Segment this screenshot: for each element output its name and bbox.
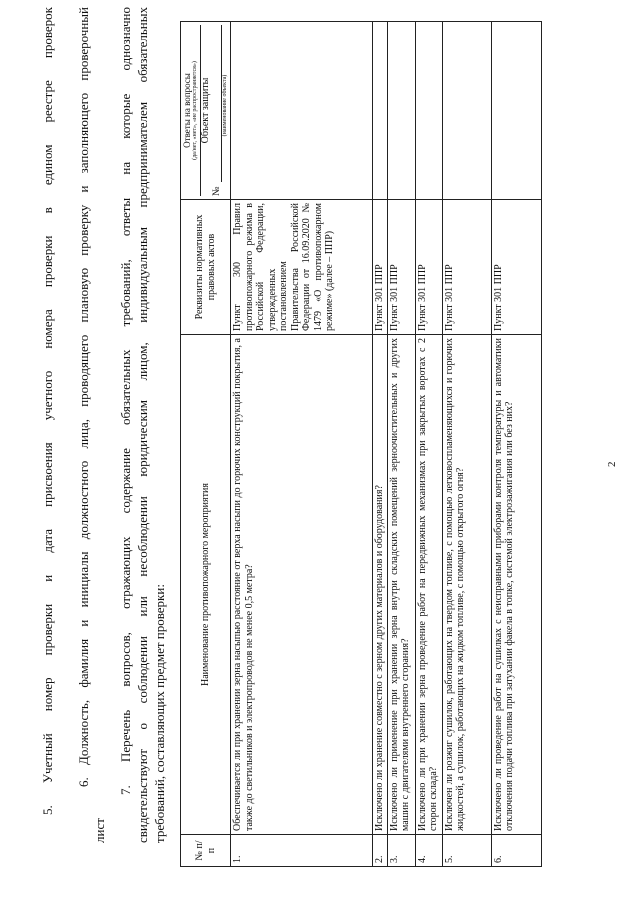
row-reference: Пункт 301 ППР bbox=[387, 200, 415, 335]
row-question: Исключено ли хранение совместно с зерном других материалов и оборудования? bbox=[373, 335, 388, 835]
table-row bbox=[387, 22, 415, 867]
row-num: 4. bbox=[415, 835, 442, 867]
section-5-text: 5. Учетный номер проверки и дата присвоения учетного номера проверки в едином реестре проверок bbox=[40, 7, 55, 815]
row-answer-cell[interactable] bbox=[387, 22, 415, 200]
table-row bbox=[231, 22, 373, 867]
header-question: Наименование противопожарного мероприятия bbox=[181, 335, 231, 835]
row-question: Обеспечивается ли при хранении зерна насыпью расстояние от верха насыпи до горючих конструкций покрытия, а также до светильников и электропроводов не менее 0,5 метра? bbox=[231, 335, 373, 835]
section-7-text-cont: свидетельствуют о соблюдении или несоблюдении юридическим лицом, индивидуальным предпринимателем обязательных bbox=[135, 7, 150, 843]
row-num: 2. bbox=[373, 835, 388, 867]
table-row bbox=[415, 22, 442, 867]
table-row bbox=[491, 22, 541, 867]
row-num: 3. bbox=[387, 835, 415, 867]
table-header-row bbox=[181, 22, 231, 867]
row-num: 1. bbox=[231, 835, 373, 867]
table-row bbox=[442, 22, 491, 867]
checklist-table bbox=[180, 21, 542, 867]
row-answer-cell[interactable] bbox=[491, 22, 541, 200]
header-object: Объект защиты bbox=[200, 25, 211, 196]
header-object-number bbox=[211, 25, 222, 196]
section-7-text-end: требований, составляющих предмет проверки: bbox=[152, 584, 167, 843]
row-reference: Пункт 301 ППР bbox=[373, 200, 388, 335]
row-num: 5. bbox=[442, 835, 491, 867]
header-object-name: (наименование объекта) bbox=[222, 74, 228, 137]
header-answers-hint: (да/нет, «нет», «не распространяется») bbox=[192, 61, 198, 160]
page-number: 2 bbox=[606, 461, 618, 467]
header-answers-title: Ответы на вопросы bbox=[182, 73, 192, 148]
row-reference: Пункт 301 ППР bbox=[491, 200, 541, 335]
section-7-text: 7. Перечень вопросов, отражающих содержание обязательных требований, ответы на которые однозначно bbox=[118, 7, 133, 795]
header-num: № п/п bbox=[181, 835, 231, 867]
row-reference: Пункт 301 ППР bbox=[442, 200, 491, 335]
header-reference: Реквизиты нормативных правовых актов bbox=[181, 200, 231, 335]
row-question: Исключено ли применение при хранении зерна внутри складских помещений зерноочистительных и других машин с двигателями внутреннего сгорания? bbox=[387, 335, 415, 835]
header-answers bbox=[181, 22, 231, 200]
row-reference: Пункт 300 Правил противопожарного режима в Российской Федерации, утвержденных постановлением Правительства Российской Федерации от 16.09.2020 № 1479 «О противопожарном режиме» (далее – ППР) bbox=[231, 200, 373, 335]
row-question: Исключено ли проведение работ на сушилках с неисправными приборами контроля температуры и автоматики отключения подачи топлива при затухании факела в топке, системой электрозажигания или без них? bbox=[491, 335, 541, 835]
row-question: Исключен ли розжиг сушилок, работающих на твердом топливе, с помощью легковоспламеняющихся и горючих жидкостей, а сушилок, работающих на жидком топливе, с помощью открытого огня? bbox=[442, 335, 491, 835]
row-question: Исключено ли при хранении зерна проведение работ на передвижных механизмах при закрытых воротах с 2 сторон склада? bbox=[415, 335, 442, 835]
row-answer-cell[interactable] bbox=[231, 22, 373, 200]
row-num: 6. bbox=[491, 835, 541, 867]
object-number-sign: № bbox=[211, 186, 222, 196]
table-row bbox=[373, 22, 388, 867]
section-6-text-cont: лист bbox=[92, 818, 107, 843]
row-answer-cell[interactable] bbox=[373, 22, 388, 200]
row-reference: Пункт 301 ППР bbox=[415, 200, 442, 335]
row-answer-cell[interactable] bbox=[415, 22, 442, 200]
row-answer-cell[interactable] bbox=[442, 22, 491, 200]
section-6-text: 6. Должность, фамилия и инициалы должностного лица, проводящего плановую проверку и заполняющего проверочный bbox=[76, 7, 91, 787]
object-number-line bbox=[211, 25, 222, 182]
